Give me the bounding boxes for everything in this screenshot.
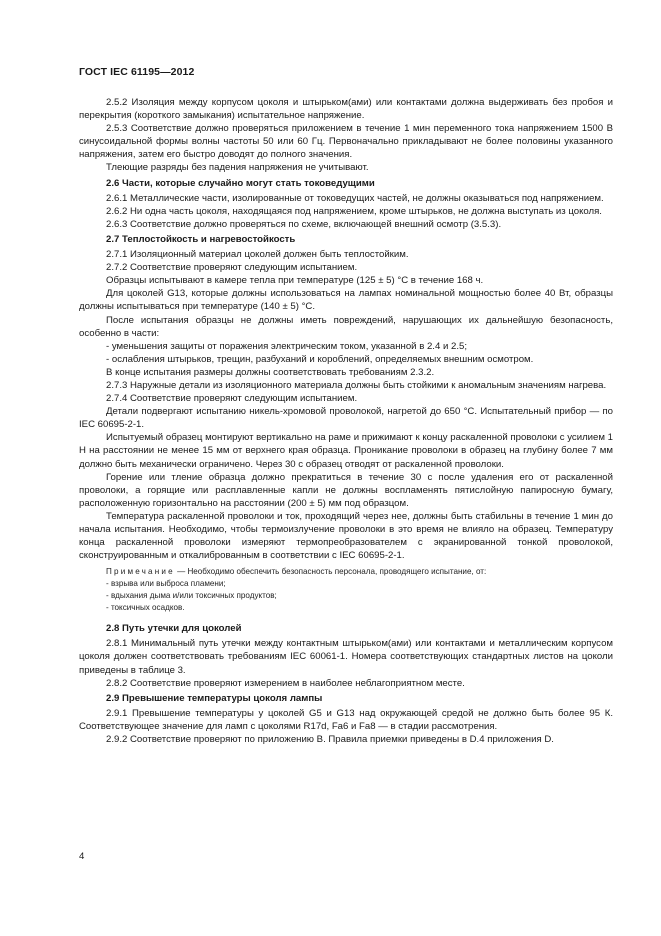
paragraph-wire-temperature: Температура раскаленной проволоки и ток, проходящий через нее, должны быть стабильны в течение 1 мин до начала испытания. Необходимо, чтобы термоизлучение проволоки в это время не влияло на образец. Температуру конца раскаленной проволоки измеряют термопреобразователем с экранированной тонкой проволокой, сконструированным и откалиброванным в соответствии с IEC 60695-2-1. (79, 510, 613, 562)
paragraph-glow-wire: Детали подвергают испытанию никель-хромовой проволокой, нагретой до 650 °С. Испытательный прибор — по IEC 60695-2-1. (79, 406, 613, 431)
list-item-pins: - ослабления штырьков, трещин, разбуханий и короблений, определяемых внешним осмотром. (106, 353, 534, 365)
paragraph-2-7-3: 2.7.3 Наружные детали из изоляционного материала должны быть стойкими к аномальным значениям нагрева. (106, 379, 607, 391)
paragraph-2-8-2: 2.8.2 Соответствие проверяют измерением в наиболее неблагоприятном месте. (106, 677, 465, 689)
paragraph-2-7-4: 2.7.4 Соответствие проверяют следующим испытанием. (106, 393, 358, 405)
document-body (79, 96, 613, 746)
paragraph-burning: Горение или тление образца должно прекратиться в течение 30 с после удаления его от раскаленной проволоки, а горящие или расплавленные капли не должны воспламенять пятислойную папиросную бумагу, расположенную горизонтально на расстоянии (200 ± 5) мм под образцом. (79, 471, 613, 509)
paragraph-glow-discharges: Тлеющие разряды без падения напряжения не учитывают. (106, 162, 369, 174)
paragraph-g13-caps: Для цоколей G13, которые должны использоваться на лампах номинальной мощностью более 40 Вт, образцы должны испытываться при температуре (140 ± 5) °С. (79, 288, 613, 313)
list-item-protection: - уменьшения защиты от поражения электрическим током, указанной в 2.4 и 2.5; (106, 340, 467, 352)
section-heading-2-6: 2.6 Части, которые случайно могут стать токоведущими (106, 177, 375, 189)
paragraph-after-test: После испытания образцы не должны иметь повреждений, нарушающих их дальнейшую безопасность, особенно в части: (79, 314, 613, 339)
note-block (79, 566, 613, 614)
paragraph-2-8-1: 2.8.1 Минимальный путь утечки между контактным штырьком(ами) или контактами и металлическим корпусом цоколя должен соответствовать требованиям IEC 60061-1. Номера соответствующих стандартных листов на цоколи приведены в таблице 3. (79, 638, 613, 676)
paragraph-2-6-2: 2.6.2 Ни одна часть цоколя, находящаяся под напряжением, кроме штырьков, не должна выступать из цоколя. (106, 205, 602, 217)
paragraph-2-9-1: 2.9.1 Превышение температуры у цоколей G5 и G13 над окружающей средой не должно быть более 95 К. Соответствующее значение для ламп с цоколями R17d, Fa6 и Fa8 — в стадии рассмотрения. (79, 707, 613, 732)
section-heading-2-7: 2.7 Теплостойкость и нагревостойкость (106, 233, 296, 245)
note-label: Примечание (106, 567, 175, 577)
section-heading-2-9: 2.9 Превышение температуры цоколя лампы (106, 692, 323, 704)
paragraph-2-5-3: 2.5.3 Соответствие должно проверяться приложением в течение 1 мин переменного тока напряжением 1500 В синусоидальной формы волны частоты 50 или 60 Гц. Первоначально прикладывают не более половины указанного напряжения, затем его быстро доводят до полного значения. (79, 123, 613, 161)
page-number: 4 (79, 851, 85, 862)
paragraph-2-7-1: 2.7.1 Изоляционный материал цоколей должен быть теплостойким. (106, 249, 409, 261)
section-heading-2-8: 2.8 Путь утечки для цоколей (106, 623, 242, 635)
paragraph-2-6-1: 2.6.1 Металлические части, изолированные от токоведущих частей, не должны оказываться под напряжением. (106, 192, 604, 204)
paragraph-2-9-2: 2.9.2 Соответствие проверяют по приложению В. Правила приемки приведены в D.4 приложения D. (106, 734, 554, 746)
paragraph-specimen-mounting: Испытуемый образец монтируют вертикально на раме и прижимают к концу раскаленной проволоки с усилием 1 Н на расстоянии не менее 15 мм от верхнего края образца. Проникание проволоки в образец на глубину более 7 мм должно быть механически ограничено. Через 30 с образец отводят от раскаленной проволоки. (79, 432, 613, 470)
paragraph-2-5-2: 2.5.2 Изоляция между корпусом цоколя и штырьком(ами) или контактами должна выдерживать без пробоя и перекрытия (короткого замыкания) испытательное напряжение. (79, 97, 613, 122)
note-line (79, 566, 613, 578)
note-item: - вдыхания дыма и/или токсичных продуктов; (106, 591, 277, 601)
page-header: ГОСТ IEC 61195—2012 (79, 66, 195, 78)
paragraph-heat-chamber: Образцы испытывают в камере тепла при температуре (125 ± 5) °С в течение 168 ч. (106, 275, 484, 287)
note-item: - токсичных осадков. (106, 603, 185, 613)
note-text: — Необходимо обеспечить безопасность персонала, проводящего испытание, от: (174, 567, 487, 577)
paragraph-2-6-3: 2.6.3 Соответствие должно проверяться по схеме, включающей внешний осмотр (3.5.3). (106, 218, 502, 230)
paragraph-2-7-2: 2.7.2 Соответствие проверяют следующим испытанием. (106, 262, 358, 274)
note-item: - взрыва или выброса пламени; (106, 579, 226, 589)
paragraph-dimensions: В конце испытания размеры должны соответствовать требованиям 2.3.2. (106, 366, 435, 378)
